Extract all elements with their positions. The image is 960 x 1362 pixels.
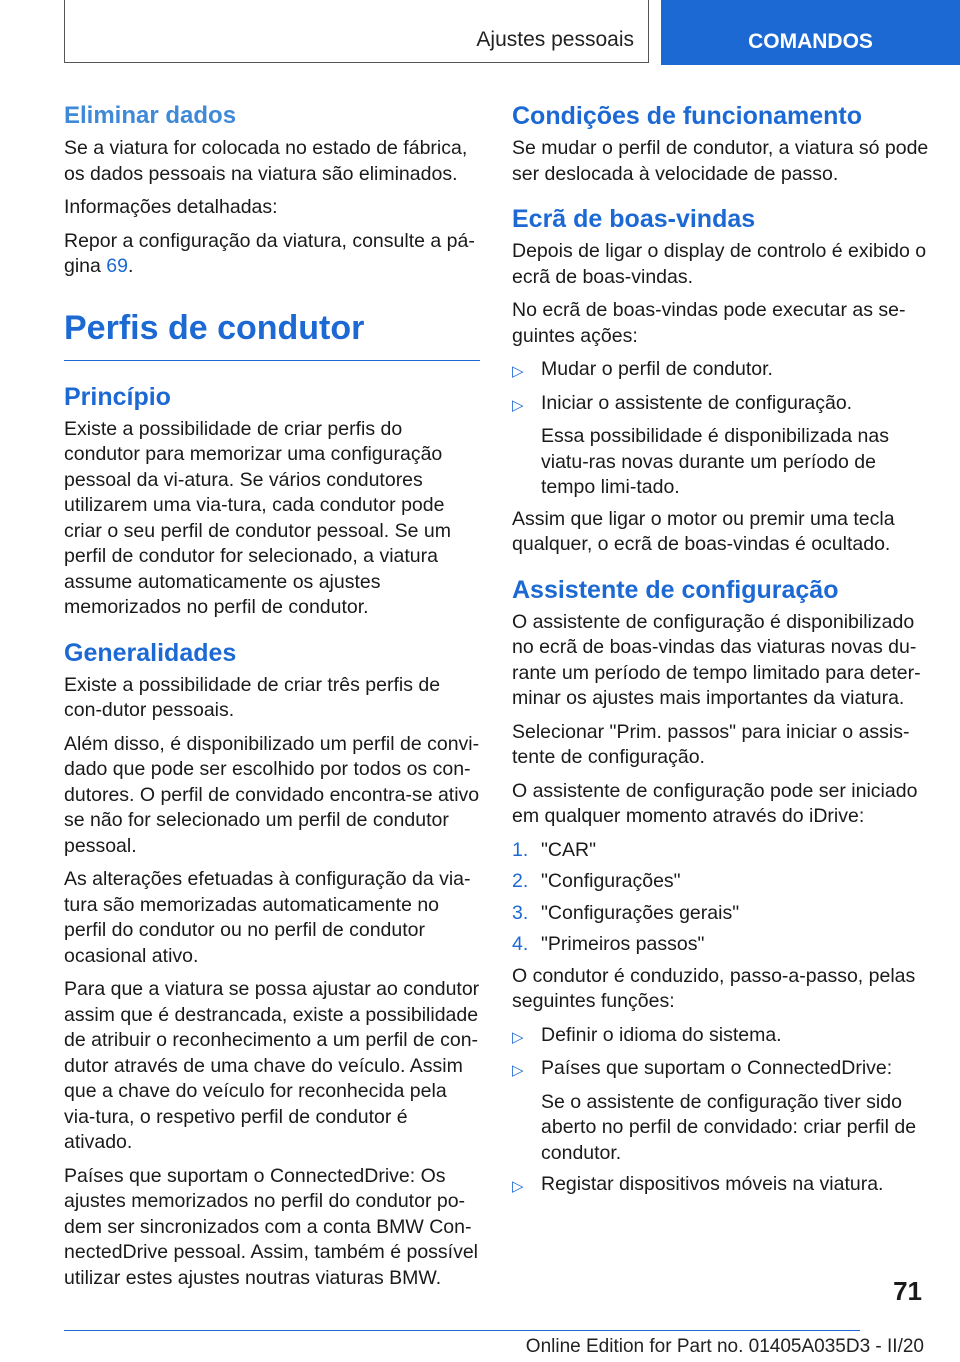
list-item-text: Registar dispositivos móveis na viatura. — [541, 1173, 884, 1195]
page-number: 71 — [893, 1276, 922, 1306]
step-text: "Primeiros passos" — [541, 933, 705, 955]
paragraph: Para que a viatura se possa ajustar ao condutor assim que é destrancada, existe a possibilidade de atribuir o reconhecimento a um perfil de con-dutor através de uma chave do veículo. Assim que a chave do veículo for reconhecida pela via-tura, o respetivo perfil de condutor é ativado. — [64, 978, 480, 1153]
triangle-bullet-icon: ▷ — [512, 1062, 524, 1079]
left-column — [64, 100, 480, 1299]
list-item — [512, 391, 930, 419]
list-item-subtext: Essa possibilidade é disponibilizada nas viatu-ras novas durante um período de tempo limi-tado. — [541, 425, 889, 498]
step-text: "Configurações" — [541, 870, 681, 892]
list-item — [512, 1056, 930, 1084]
list-item-text: Mudar o perfil de condutor. — [541, 358, 773, 380]
paragraph: As alterações efetuadas à configuração da via-tura são memorizadas automaticamente no perfil do condutor ou no perfil de condutor ocasional ativo. — [64, 868, 471, 967]
heading-perfis-de-condutor: Perfis de condutor — [64, 306, 480, 361]
step-text: "CAR" — [541, 838, 597, 861]
list-item-text: Países que suportam o ConnectedDrive: — [541, 1057, 893, 1079]
triangle-bullet-icon: ▷ — [512, 1028, 524, 1046]
heading-principio: Princípio — [64, 382, 171, 411]
paragraph: Informações detalhadas: — [64, 196, 278, 218]
list-item-text: Iniciar o assistente de configuração. — [541, 391, 853, 414]
numbered-step — [512, 869, 930, 895]
step-number: 1. — [512, 838, 529, 861]
heading-condicoes: Condições de funcionamento — [512, 102, 863, 130]
numbered-step — [512, 901, 930, 927]
list-item — [512, 1172, 930, 1200]
paragraph: O assistente de configuração é disponibilizado no ecrã de boas-vindas das viaturas novas du-rante um período de tempo limitado para deter-minar os ajustes mais importantes da viatura. — [512, 610, 921, 709]
paragraph: Selecionar "Prim. passos" para iniciar o assis-tente de configuração. — [512, 720, 910, 768]
step-number: 3. — [512, 901, 529, 924]
step-number: 4. — [512, 933, 529, 955]
paragraph: Assim que ligar o motor ou premir uma tecla qualquer, o ecrã de boas-vindas é ocultado. — [512, 507, 895, 555]
list-item-subtext: Se o assistente de configuração tiver sido aberto no perfil de convidado: criar perfil de condutor. — [541, 1090, 917, 1164]
paragraph-with-page-link — [64, 229, 480, 280]
paragraph: Países que suportam o ConnectedDrive: Os ajustes memorizados no perfil do condutor po-dem ser sincronizados com a conta BMW Con-nectedDrive pessoal. Assim, também é possível utilizar estes ajustes noutras viaturas BMW. — [64, 1164, 479, 1289]
triangle-bullet-icon: ▷ — [512, 396, 524, 414]
triangle-bullet-icon: ▷ — [512, 1178, 524, 1195]
header-chapter-tab: COMANDOS — [661, 0, 960, 65]
header-section-title: Ajustes pessoais — [476, 28, 634, 51]
list-item-text: Definir o idioma do sistema. — [541, 1023, 782, 1046]
paragraph: Existe a possibilidade de criar perfis do condutor para memorizar uma configuração pessoal da vi-atura. Se vários condutores utilizarem uma via-tura, cada condutor pode criar o seu perfil de condutor pessoal. Se um perfil de condutor for selecionado, a viatura assume automaticamente os ajustes memorizados no perfil de condutor. — [64, 417, 451, 618]
heading-eliminar-dados: Eliminar dados — [64, 102, 237, 129]
paragraph: O condutor é conduzido, passo-a-passo, pelas seguintes funções: — [512, 964, 916, 1012]
right-column — [512, 100, 930, 1206]
heading-assistente: Assistente de configuração — [512, 575, 839, 604]
paragraph: Se a viatura for colocada no estado de fábrica, os dados pessoais na viatura são eliminados. — [64, 137, 468, 185]
step-text: "Configurações gerais" — [541, 901, 740, 924]
paragraph: Além disso, é disponibilizado um perfil de convi-dado que pode ser escolhido por todos os con-dutores. O perfil de convidado encontra-se ativo se não for selecionado um perfil de condutor pessoal. — [64, 732, 480, 857]
footer-edition: Online Edition for Part no. 01405A035D3 - II/20 — [525, 1336, 924, 1357]
paragraph: Existe a possibilidade de criar três perfis de con-dutor pessoais. — [64, 673, 441, 721]
paragraph: Se mudar o perfil de condutor, a viatura só pode ser deslocada à velocidade de passo. — [512, 137, 929, 185]
heading-ecra-boas-vindas: Ecrã de boas-vindas — [512, 205, 756, 233]
list-item — [512, 357, 930, 385]
step-number: 2. — [512, 870, 529, 892]
list-item — [512, 1023, 930, 1051]
paragraph: No ecrã de boas-vindas pode executar as se-guintes ações: — [512, 299, 906, 347]
paragraph: O assistente de configuração pode ser iniciado em qualquer momento através do iDrive: — [512, 779, 918, 827]
page-link[interactable]: 69 — [106, 255, 128, 277]
paragraph-text: Repor a configuração da viatura, consulte a pá-gina — [64, 229, 475, 277]
heading-generalidades: Generalidades — [64, 638, 237, 667]
paragraph: Depois de ligar o display de controlo é exibido o ecrã de boas-vindas. — [512, 240, 927, 288]
numbered-step — [512, 838, 930, 864]
numbered-step — [512, 932, 930, 958]
paragraph-end: . — [128, 255, 134, 277]
triangle-bullet-icon: ▷ — [512, 363, 524, 380]
footer-divider — [64, 1330, 860, 1331]
